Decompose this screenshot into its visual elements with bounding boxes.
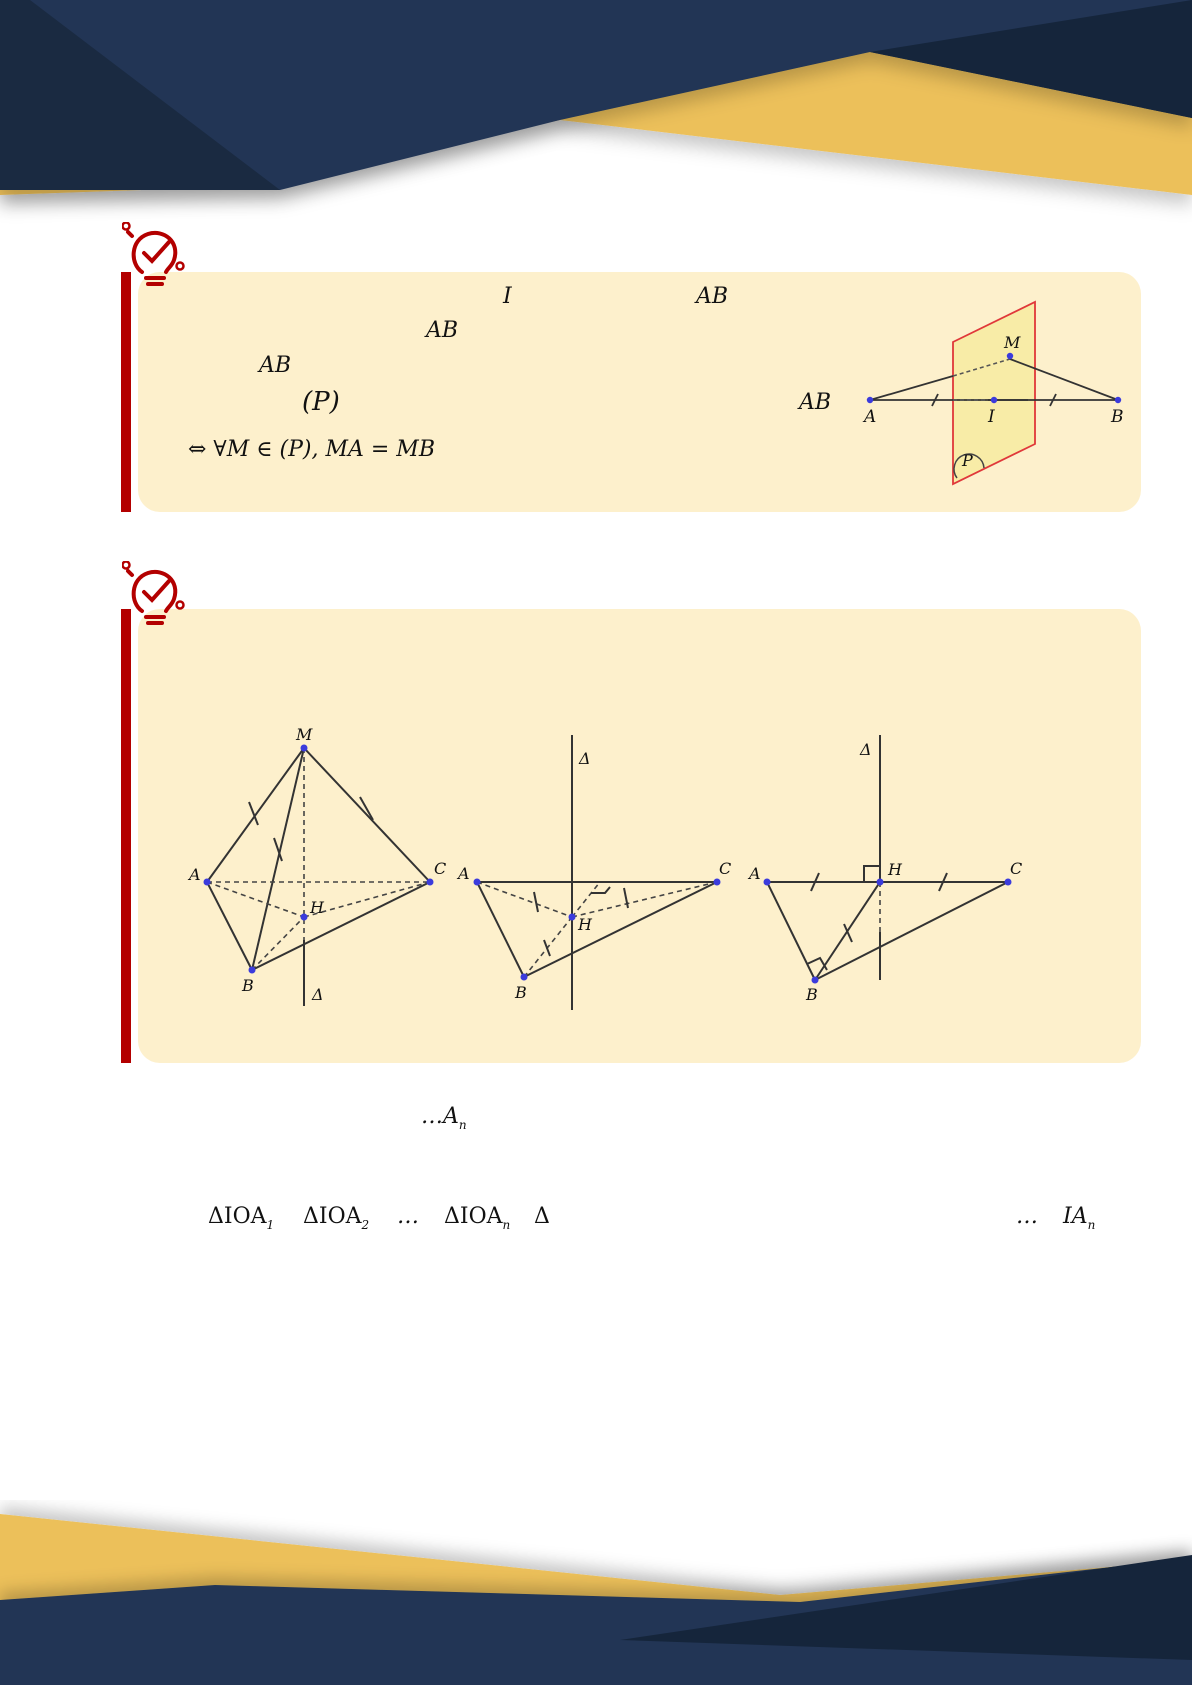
header-decoration (0, 0, 1192, 230)
label-delta: Δ (860, 740, 872, 759)
ellipsis: … (1016, 1204, 1038, 1229)
math-plane-P: (P) (302, 387, 340, 417)
triangle-IOA2: $\Delta IOA_2$ (303, 1204, 370, 1232)
point-H (301, 914, 308, 921)
point-A (764, 879, 771, 886)
label-H: H (888, 860, 902, 879)
point-A (474, 879, 481, 886)
point-M (301, 745, 308, 752)
label-A: A (749, 864, 761, 883)
segment-IAn: $IA_n$ (1063, 1204, 1096, 1232)
math-AB: AB (799, 390, 832, 415)
point-M (1007, 353, 1013, 359)
lightbulb-check-icon (122, 222, 188, 288)
card-accent-bar (121, 272, 131, 512)
triangle-IOAn: $\Delta IOA_n$ (444, 1204, 511, 1232)
point-C (1005, 879, 1012, 886)
point-C (714, 879, 721, 886)
point-B (521, 974, 528, 981)
label-C: C (434, 859, 447, 878)
math-I: I (503, 284, 512, 309)
math-AB: AB (259, 353, 292, 378)
math-AB: AB (426, 318, 459, 343)
triangle-IOA1: $\Delta IOA_1$ (208, 1204, 275, 1232)
label-P: P (962, 451, 973, 470)
delta-symbol: Δ (534, 1204, 550, 1229)
footer-decoration (0, 1500, 1192, 1685)
label-B: B (242, 976, 254, 995)
point-A (867, 397, 873, 403)
label-delta: Δ (579, 749, 591, 768)
body-sequence-An: $\dots A_n$ (421, 1104, 467, 1132)
point-B (249, 967, 256, 974)
perpendicular-bisector-plane-figure (862, 296, 1132, 496)
label-H: H (578, 915, 592, 934)
pyramid-figure (180, 720, 450, 1020)
point-B (1115, 397, 1121, 403)
point-I (991, 397, 997, 403)
equivalence-formula: ⇔ ∀M ∈ (P), MA = MB (188, 437, 435, 462)
card-accent-bar (121, 609, 131, 1063)
triangle-axis-figure (455, 720, 745, 1020)
label-C: C (1010, 859, 1023, 878)
point-C (427, 879, 434, 886)
label-H: H (310, 898, 324, 917)
label-M: M (296, 725, 313, 744)
label-delta: Δ (312, 985, 324, 1004)
label-B: B (806, 985, 818, 1004)
point-H (569, 914, 576, 921)
point-H (877, 879, 884, 886)
lightbulb-check-icon (122, 561, 188, 627)
label-M: M (1004, 333, 1021, 352)
point-A (204, 879, 211, 886)
label-A: A (864, 407, 877, 427)
label-C: C (719, 859, 732, 878)
segment-MA (870, 376, 953, 400)
right-triangle-axis-figure (745, 720, 1035, 1020)
label-B: B (1111, 407, 1124, 427)
label-A: A (458, 864, 470, 883)
ellipsis: … (397, 1204, 419, 1229)
label-A: A (189, 865, 201, 884)
right-angle-mark (591, 887, 610, 893)
label-I: I (988, 407, 995, 427)
point-B (812, 977, 819, 984)
label-B: B (515, 983, 527, 1002)
math-AB: AB (696, 284, 729, 309)
